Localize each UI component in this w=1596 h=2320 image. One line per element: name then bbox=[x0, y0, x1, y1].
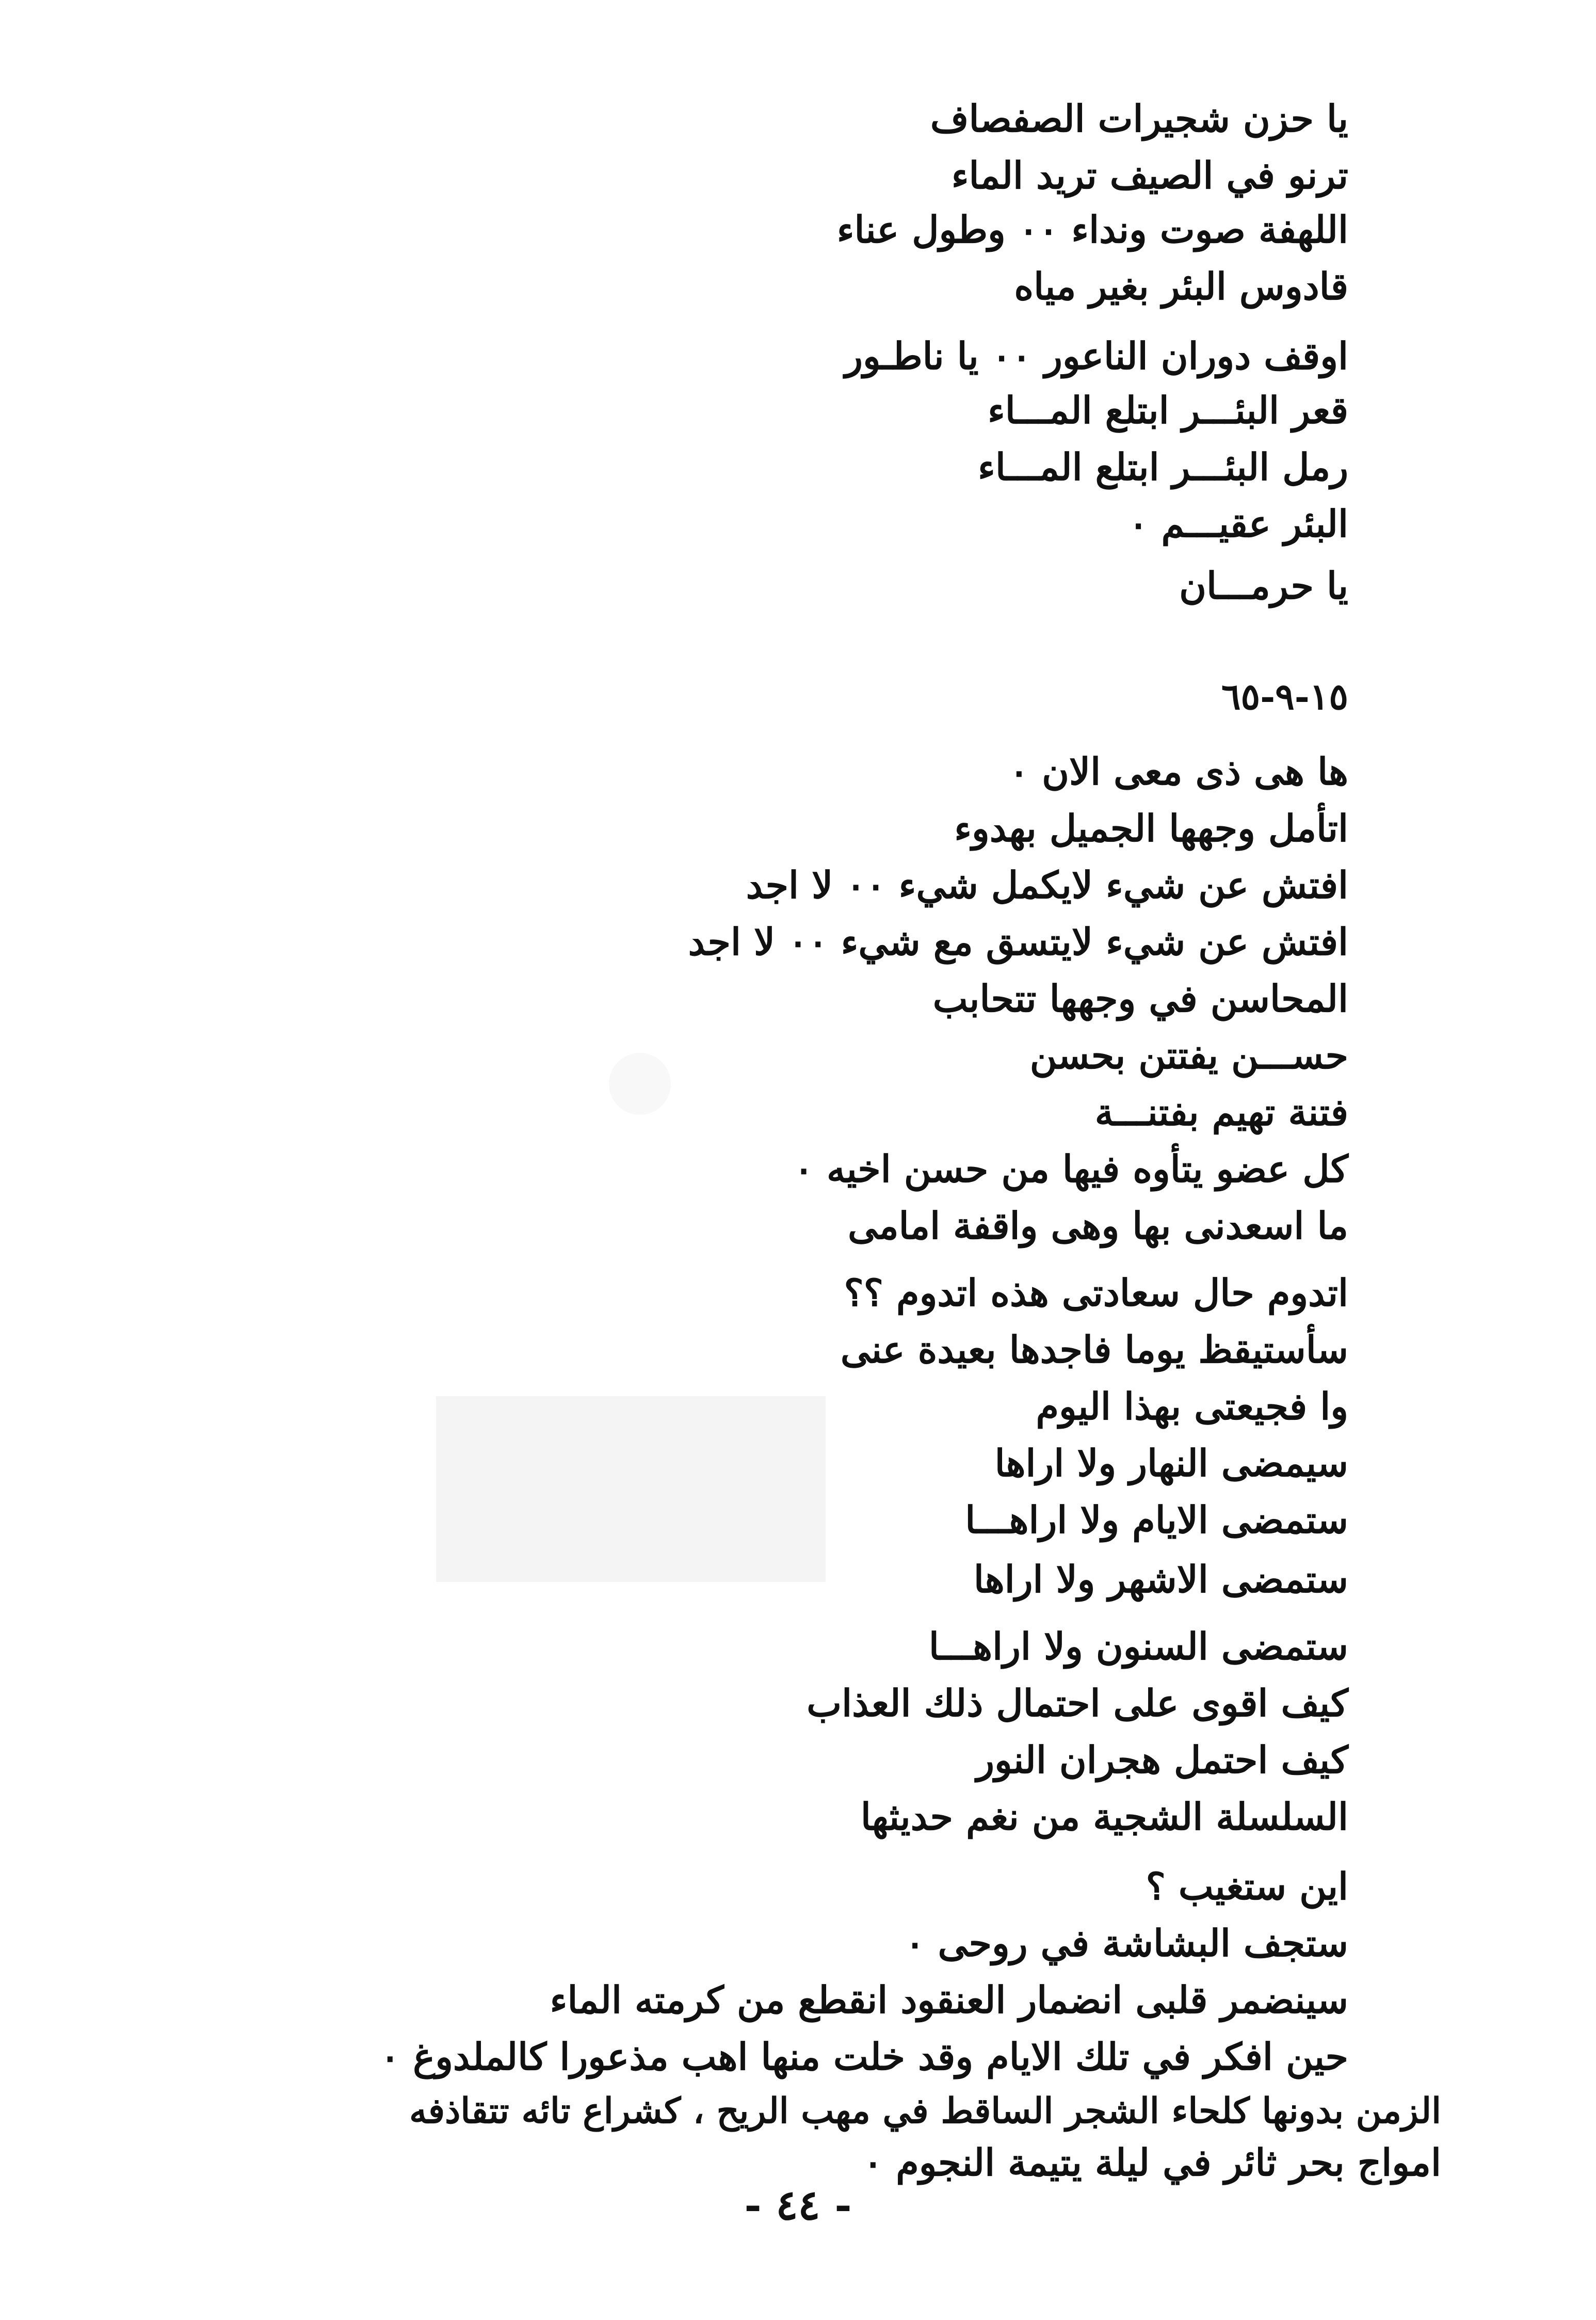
poem-line: يا حزن شجيرات الصفصاف bbox=[930, 97, 1348, 140]
poem-line: حين افكر في تلك الايام وقد خلت منها اهب مذعورا كالملدوغ ٠ bbox=[380, 2035, 1348, 2078]
poem-date: ١٥-٩-٦٥ bbox=[1221, 675, 1348, 718]
poem-line: ستجف البشاشة في روحى ٠ bbox=[905, 1921, 1348, 1965]
poem-line: سينضمر قلبى انضمار العنقود انقطع من كرمته الماء bbox=[550, 1978, 1348, 2022]
poem-line: المحاسن في وجهها تتحابب bbox=[932, 977, 1348, 1020]
poem-line: وا فجيعتى بهذا اليوم bbox=[1036, 1384, 1348, 1428]
poem-line: السلسلة الشجية من نغم حديثها bbox=[860, 1795, 1348, 1838]
poem-line: سيمضى النهار ولا اراها bbox=[994, 1441, 1348, 1485]
poem-line: امواج بحر ثائر في ليلة يتيمة النجوم ٠ bbox=[863, 2140, 1441, 2184]
poem-line: ما اسعدنى بها وهى واقفة امامى bbox=[848, 1204, 1348, 1247]
poem-line: قادوس البئر بغير مياه bbox=[1014, 264, 1348, 308]
paper-stain bbox=[436, 1396, 826, 1582]
poem-line: يا حرمـــان bbox=[1179, 564, 1348, 607]
poem-line: ها هى ذى معى الان ٠ bbox=[1009, 749, 1348, 793]
poem-line: ستمضى الاشهر ولا اراها bbox=[973, 1557, 1348, 1601]
poem-line: اوقف دوران الناعور ٠٠ يا ناطـور bbox=[845, 334, 1348, 378]
poem-line: رمل البئـــر ابتلع المـــاء bbox=[977, 445, 1348, 489]
page-number: - ٤٤ - bbox=[744, 2181, 852, 2229]
poem-line: ستمضى السنون ولا اراهـــا bbox=[928, 1624, 1348, 1668]
poem-line: سأستيقظ يوما فاجدها بعيدة عنى bbox=[840, 1327, 1348, 1371]
poem-line: كيف احتمل هجران النور bbox=[976, 1738, 1348, 1782]
poem-line: افتش عن شيء لايتسق مع شيء ٠٠ لا اجد bbox=[688, 920, 1348, 964]
poem-line: اين ستغيب ؟ bbox=[1146, 1864, 1348, 1908]
poem-line: ترنو في الصيف تريد الماء bbox=[951, 153, 1348, 197]
poem-line: قعر البئـــر ابتلع المـــاء bbox=[987, 388, 1348, 432]
poem-line: كيف اقوى على احتمال ذلك العذاب bbox=[807, 1681, 1348, 1725]
poem-line: الزمن بدونها كلحاء الشجر الساقط في مهب الريح ، كشراع تائه تتقاذفه bbox=[409, 2090, 1441, 2132]
poem-line: ستمضى الايام ولا اراهـــا bbox=[965, 1498, 1348, 1542]
poem-line: حســـن يفتتن بحسن bbox=[1029, 1033, 1348, 1077]
poem-line: افتش عن شيء لايكمل شيء ٠٠ لا اجد bbox=[746, 863, 1348, 907]
poem-line: اتدوم حال سعادتى هذه اتدوم ؟؟ bbox=[844, 1271, 1348, 1315]
poem-line: كل عضو يتأوه فيها من حسن اخيه ٠ bbox=[794, 1147, 1348, 1191]
paper-stain-small bbox=[609, 1053, 671, 1115]
poem-line: البئر عقيـــم ٠ bbox=[1128, 502, 1348, 546]
poem-line: فتنة تهيم بفتنـــة bbox=[1094, 1090, 1348, 1134]
poem-line: اللهفة صوت ونداء ٠٠ وطول عناء bbox=[836, 207, 1348, 251]
poem-line: اتأمل وجهها الجميل بهدوء bbox=[954, 806, 1348, 850]
